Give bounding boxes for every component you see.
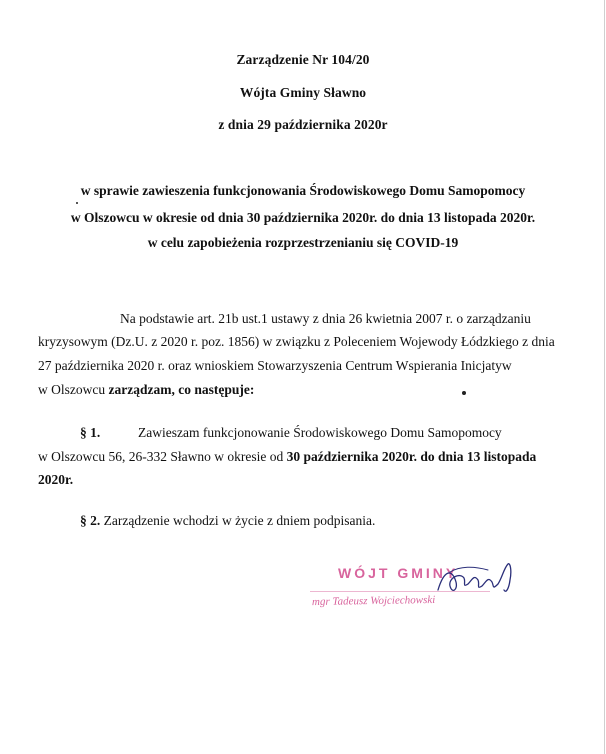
section-1-line-2	[38, 449, 536, 465]
subject-line-2: w Olszowcu w okresie od dnia 30 października 2020r. do dnia 13 listopada 2020r.	[70, 210, 536, 225]
preamble-line-4-text: w Olszowcu	[38, 382, 109, 397]
section-1-text-1: Zawieszam funkcjonowanie Środowiskowego Domu Samopomocy	[138, 425, 502, 440]
stamp-name: mgr Tadeusz Wojciechowski	[311, 593, 436, 609]
handwritten-signature	[430, 560, 520, 600]
preamble-line-4	[38, 382, 254, 398]
preamble-line-1: Na podstawie art. 21b ust.1 ustawy z dnia 26 kwietnia 2007 r. o zarządzaniu	[120, 311, 531, 326]
page-edge	[604, 0, 605, 754]
speck-mark	[462, 391, 466, 395]
section-1-mark: § 1.	[80, 425, 101, 440]
preamble-line-3: 27 października 2020 r. oraz wnioskiem Stowarzyszenia Centrum Wspierania Inicjatyw	[38, 358, 512, 373]
section-2-mark: § 2.	[80, 513, 101, 528]
document-number: Zarządzenie Nr 104/20	[236, 52, 370, 67]
section-1-address: w Olszowcu 56, 26-332 Sławno w okresie od	[38, 449, 287, 464]
section-1-line-1	[80, 425, 100, 441]
subject-line-1: w sprawie zawieszenia funkcjonowania Środowiskowego Domu Samopomocy	[80, 183, 526, 198]
subject-line-3: w celu zapobieżenia rozprzestrzenianiu się COVID-19	[147, 235, 459, 250]
document-date: z dnia 29 października 2020r	[218, 117, 388, 132]
preamble-line-2: kryzysowym (Dz.U. z 2020 r. poz. 1856) w związku z Poleceniem Wojewody Łódzkiego z dnia	[38, 334, 555, 349]
section-2	[80, 513, 375, 529]
preamble-decree-phrase: zarządzam, co następuje:	[108, 382, 255, 397]
section-1-period: 30 października 2020r. do dnia 13 listopada	[286, 449, 537, 464]
signature-flourish	[450, 567, 488, 572]
section-1-line-3: 2020r.	[38, 472, 74, 487]
speck-mark	[76, 202, 78, 204]
document-issuer: Wójta Gminy Sławno	[239, 85, 367, 100]
section-2-text: Zarządzenie wchodzi w życie z dniem podpisania.	[100, 513, 376, 528]
stamp-title: WÓJT GMINY	[338, 565, 459, 581]
